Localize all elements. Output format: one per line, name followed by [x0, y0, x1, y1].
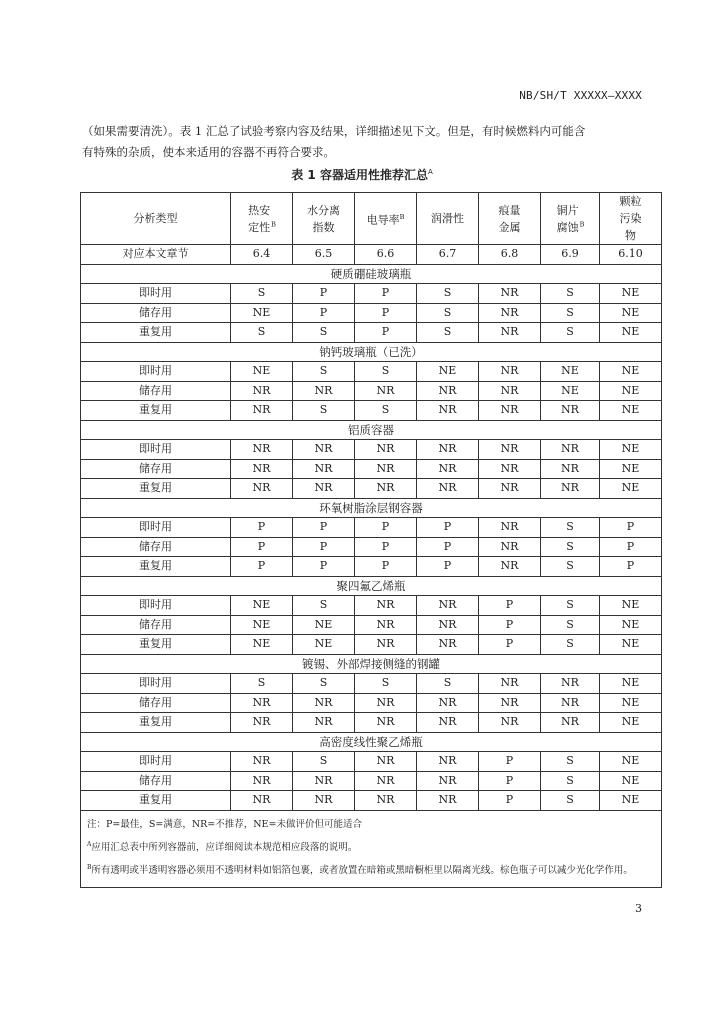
column-header-footnote-mark: B: [579, 219, 585, 228]
intro-paragraph: [82, 121, 662, 163]
row-label: 重复用: [81, 323, 231, 343]
rating-cell: S: [355, 674, 417, 694]
rating-cell: S: [417, 284, 479, 304]
row-label: 即时用: [81, 518, 231, 538]
legend-note: 注：P=最佳，S=满意，NR=不推荐，NE=未做评价但可能适合: [87, 818, 362, 830]
rating-cell: NR: [479, 440, 541, 460]
container-group-title: 钠钙玻璃瓶（已洗）: [81, 342, 662, 362]
rating-cell: NR: [355, 791, 417, 811]
rating-cell: NR: [293, 459, 355, 479]
container-group-title: 聚四氟乙烯瓶: [81, 576, 662, 596]
container-group-row: [81, 498, 662, 518]
rating-cell: S: [417, 303, 479, 323]
column-header: [541, 193, 600, 245]
column-header: [479, 193, 541, 245]
rating-cell: S: [541, 791, 600, 811]
rating-cell: P: [355, 323, 417, 343]
rating-cell: NR: [355, 440, 417, 460]
row-label: 重复用: [81, 479, 231, 499]
row-label: 重复用: [81, 635, 231, 655]
rating-cell: NR: [355, 635, 417, 655]
rating-cell: NR: [479, 284, 541, 304]
rating-cell: NR: [231, 752, 293, 772]
table-row: [81, 303, 662, 323]
rating-cell: NR: [541, 693, 600, 713]
section-number-cell: 6.7: [417, 245, 479, 265]
rating-cell: P: [355, 518, 417, 538]
table-row: [81, 459, 662, 479]
rating-cell: NR: [479, 674, 541, 694]
rating-cell: P: [479, 771, 541, 791]
rating-cell: NR: [355, 771, 417, 791]
table-row: [81, 557, 662, 577]
rating-cell: NR: [541, 440, 600, 460]
rating-cell: NE: [231, 362, 293, 382]
table-row: [81, 596, 662, 616]
container-suitability-table: [80, 192, 662, 888]
rating-cell: P: [479, 791, 541, 811]
table-header: [81, 193, 662, 245]
rating-cell: NR: [231, 479, 293, 499]
rating-cell: S: [417, 674, 479, 694]
row-label: 储存用: [81, 303, 231, 323]
rating-cell: NE: [417, 362, 479, 382]
section-number-cell: 6.6: [355, 245, 417, 265]
rating-cell: S: [417, 323, 479, 343]
section-reference-row: [81, 245, 662, 265]
header-row: [81, 193, 662, 245]
column-header: [81, 193, 231, 245]
column-header-footnote-mark: B: [399, 212, 405, 221]
rating-cell: S: [293, 674, 355, 694]
rating-cell: S: [231, 284, 293, 304]
rating-cell: P: [231, 537, 293, 557]
rating-cell: NR: [541, 401, 600, 421]
rating-cell: NE: [600, 674, 662, 694]
rating-cell: NR: [355, 693, 417, 713]
rating-cell: NR: [231, 440, 293, 460]
footnote-a-mark: A: [87, 840, 92, 848]
rating-cell: P: [293, 537, 355, 557]
section-number-cell: 6.9: [541, 245, 600, 265]
rating-cell: P: [355, 537, 417, 557]
rating-cell: NR: [355, 459, 417, 479]
rating-cell: S: [541, 284, 600, 304]
table-row: [81, 791, 662, 811]
column-header: [417, 193, 479, 245]
rating-cell: S: [355, 401, 417, 421]
rating-cell: S: [541, 635, 600, 655]
rating-cell: NR: [479, 557, 541, 577]
rating-cell: P: [479, 635, 541, 655]
rating-cell: NR: [355, 752, 417, 772]
rating-cell: S: [541, 596, 600, 616]
rating-cell: NE: [600, 771, 662, 791]
table-row: [81, 323, 662, 343]
column-header: [355, 193, 417, 245]
rating-cell: S: [541, 518, 600, 538]
rating-cell: NE: [231, 303, 293, 323]
table-row: [81, 537, 662, 557]
rating-cell: S: [231, 674, 293, 694]
rating-cell: NE: [600, 381, 662, 401]
footnote-a-text: 应用汇总表中所列容器前，应详细阅读本规范相应段落的说明。: [91, 841, 358, 853]
row-label: 即时用: [81, 596, 231, 616]
rating-cell: S: [293, 752, 355, 772]
rating-cell: S: [231, 323, 293, 343]
rating-cell: NR: [293, 381, 355, 401]
intro-line-2: 有特殊的杂质，使本来适用的容器不再符合要求。: [82, 145, 335, 159]
rating-cell: NE: [541, 381, 600, 401]
rating-cell: P: [479, 615, 541, 635]
rating-cell: NE: [600, 635, 662, 655]
rating-cell: NR: [479, 401, 541, 421]
rating-cell: S: [541, 557, 600, 577]
row-label: 即时用: [81, 674, 231, 694]
table-row: [81, 674, 662, 694]
column-header-label: 颗粒污染物: [619, 195, 642, 242]
rating-cell: P: [355, 557, 417, 577]
container-group-row: [81, 576, 662, 596]
document-code: NB/SH/T XXXXX—XXXX: [519, 89, 642, 102]
rating-cell: NR: [293, 713, 355, 733]
rating-cell: NR: [231, 459, 293, 479]
rating-cell: NR: [479, 693, 541, 713]
row-label: 储存用: [81, 771, 231, 791]
rating-cell: NE: [600, 596, 662, 616]
rating-cell: P: [600, 537, 662, 557]
rating-cell: NR: [293, 791, 355, 811]
rating-cell: NR: [231, 713, 293, 733]
rating-cell: P: [355, 284, 417, 304]
table-row: [81, 518, 662, 538]
column-header-footnote-mark: B: [271, 219, 276, 228]
rating-cell: NR: [479, 381, 541, 401]
section-number-cell: 6.4: [231, 245, 293, 265]
rating-cell: NE: [600, 479, 662, 499]
section-number-cell: 6.5: [293, 245, 355, 265]
container-group-title: 硬质硼硅玻璃瓶: [81, 264, 662, 284]
rating-cell: P: [355, 303, 417, 323]
table-row: [81, 381, 662, 401]
row-label: 重复用: [81, 557, 231, 577]
rating-cell: S: [541, 537, 600, 557]
rating-cell: NR: [479, 518, 541, 538]
rating-cell: S: [293, 401, 355, 421]
container-group-row: [81, 264, 662, 284]
rating-cell: NR: [417, 635, 479, 655]
table-notes: [81, 810, 662, 887]
rating-cell: S: [355, 362, 417, 382]
rating-cell: P: [417, 518, 479, 538]
rating-cell: NE: [541, 362, 600, 382]
table-title-text: 表 1 容器适用性推荐汇总: [291, 168, 428, 182]
table-row: [81, 635, 662, 655]
rating-cell: NR: [541, 674, 600, 694]
rating-cell: P: [479, 596, 541, 616]
rating-cell: NE: [293, 615, 355, 635]
footnote-b: [87, 858, 655, 881]
rating-cell: NR: [355, 615, 417, 635]
rating-cell: NE: [600, 401, 662, 421]
rating-cell: NR: [541, 713, 600, 733]
rating-cell: NR: [355, 596, 417, 616]
rating-cell: NR: [293, 479, 355, 499]
rating-cell: NR: [417, 459, 479, 479]
rating-cell: NE: [600, 459, 662, 479]
row-label: 重复用: [81, 401, 231, 421]
row-label: 重复用: [81, 713, 231, 733]
table-row: [81, 713, 662, 733]
rating-cell: NR: [479, 537, 541, 557]
rating-cell: NE: [600, 440, 662, 460]
footnote-b-text: 所有透明或半透明容器必须用不透明材料如铝箔包裹，或者放置在暗箱或黑暗橱柜里以隔离光线。棕色瓶子可以减少光化学作用。: [91, 864, 633, 876]
rating-cell: NR: [417, 479, 479, 499]
rating-cell: NE: [231, 596, 293, 616]
row-label: 即时用: [81, 752, 231, 772]
table-row: [81, 752, 662, 772]
table-row: [81, 440, 662, 460]
container-group-row: [81, 654, 662, 674]
row-label: 即时用: [81, 284, 231, 304]
container-group-row: [81, 342, 662, 362]
rating-cell: NR: [355, 479, 417, 499]
table-row: [81, 401, 662, 421]
row-label: 储存用: [81, 537, 231, 557]
rating-cell: NR: [479, 323, 541, 343]
rating-cell: NE: [600, 693, 662, 713]
rating-cell: NR: [541, 459, 600, 479]
rating-cell: NE: [600, 323, 662, 343]
column-header-label: 痕量金属: [498, 203, 521, 234]
table-title-footnote-mark: A: [427, 168, 433, 176]
rating-cell: NR: [541, 479, 600, 499]
table-body: [81, 245, 662, 888]
rating-cell: NR: [417, 791, 479, 811]
rating-cell: NE: [600, 303, 662, 323]
container-group-row: [81, 420, 662, 440]
column-header: [231, 193, 293, 245]
table-row: [81, 693, 662, 713]
row-label: 储存用: [81, 693, 231, 713]
rating-cell: P: [600, 518, 662, 538]
rating-cell: NR: [231, 381, 293, 401]
table-row: [81, 479, 662, 499]
rating-cell: NE: [231, 635, 293, 655]
rating-cell: S: [541, 752, 600, 772]
table-row: [81, 284, 662, 304]
rating-cell: P: [231, 518, 293, 538]
rating-cell: NR: [479, 362, 541, 382]
column-header: [293, 193, 355, 245]
section-number-cell: 6.8: [479, 245, 541, 265]
column-header: [600, 193, 662, 245]
rating-cell: NE: [600, 362, 662, 382]
rating-cell: NR: [417, 771, 479, 791]
rating-cell: P: [293, 557, 355, 577]
column-header-label: 铜片腐蚀: [556, 203, 579, 234]
rating-cell: P: [417, 557, 479, 577]
container-group-row: [81, 732, 662, 752]
row-label: 对应本文章节: [81, 245, 231, 265]
rating-cell: S: [293, 362, 355, 382]
rating-cell: P: [293, 518, 355, 538]
notes-row: [81, 810, 662, 887]
column-header-label: 润滑性: [431, 212, 464, 225]
container-group-title: 镀锡、外部焊接侧缝的钢罐: [81, 654, 662, 674]
rating-cell: NE: [293, 635, 355, 655]
rating-cell: NR: [417, 752, 479, 772]
rating-cell: NR: [417, 401, 479, 421]
container-group-title: 环氧树脂涂层钢容器: [81, 498, 662, 518]
rating-cell: NE: [600, 752, 662, 772]
rating-cell: S: [541, 303, 600, 323]
rating-cell: P: [293, 284, 355, 304]
table-row: [81, 362, 662, 382]
rating-cell: NR: [231, 401, 293, 421]
row-label: 重复用: [81, 791, 231, 811]
rating-cell: NR: [293, 771, 355, 791]
rating-cell: NR: [479, 303, 541, 323]
column-header-label: 电导率: [366, 213, 400, 227]
rating-cell: NR: [479, 713, 541, 733]
rating-cell: NR: [231, 791, 293, 811]
page-number: 3: [635, 902, 642, 915]
rating-cell: S: [293, 323, 355, 343]
rating-cell: NR: [231, 771, 293, 791]
rating-cell: NE: [600, 284, 662, 304]
container-group-title: 铝质容器: [81, 420, 662, 440]
rating-cell: NR: [417, 713, 479, 733]
column-header-label: 水分离指数: [307, 203, 340, 234]
column-header-label: 热安定性: [248, 203, 271, 234]
rating-cell: NR: [355, 381, 417, 401]
rating-cell: NR: [417, 381, 479, 401]
rating-cell: S: [541, 323, 600, 343]
rating-cell: NE: [231, 615, 293, 635]
rating-cell: NR: [479, 459, 541, 479]
intro-line-1: （如果需要清洗）。表 1 汇总了试验考察内容及结果，详细描述见下文。但是，有时候燃料内可能含: [82, 124, 586, 138]
rating-cell: P: [600, 557, 662, 577]
row-label: 即时用: [81, 440, 231, 460]
footnote-b-mark: B: [87, 863, 92, 871]
rating-cell: NR: [479, 479, 541, 499]
rating-cell: NR: [417, 693, 479, 713]
rating-cell: NR: [355, 713, 417, 733]
rating-cell: P: [417, 537, 479, 557]
table-row: [81, 615, 662, 635]
container-group-title: 高密度线性聚乙烯瓶: [81, 732, 662, 752]
row-label: 储存用: [81, 381, 231, 401]
row-label: 储存用: [81, 459, 231, 479]
footnote-a: [87, 835, 655, 858]
rating-cell: NR: [293, 440, 355, 460]
rating-cell: NE: [600, 615, 662, 635]
rating-cell: S: [541, 615, 600, 635]
rating-cell: NE: [600, 713, 662, 733]
rating-cell: P: [479, 752, 541, 772]
rating-cell: NE: [600, 791, 662, 811]
rating-cell: NR: [293, 693, 355, 713]
rating-cell: S: [541, 771, 600, 791]
table-row: [81, 771, 662, 791]
section-number-cell: 6.10: [600, 245, 662, 265]
column-header-label: 分析类型: [133, 212, 178, 225]
rating-cell: P: [293, 303, 355, 323]
rating-cell: NR: [417, 440, 479, 460]
rating-cell: NR: [417, 615, 479, 635]
rating-cell: S: [293, 596, 355, 616]
rating-cell: NR: [231, 693, 293, 713]
rating-cell: NR: [417, 596, 479, 616]
row-label: 即时用: [81, 362, 231, 382]
row-label: 储存用: [81, 615, 231, 635]
table-title: [0, 166, 724, 183]
rating-cell: P: [231, 557, 293, 577]
